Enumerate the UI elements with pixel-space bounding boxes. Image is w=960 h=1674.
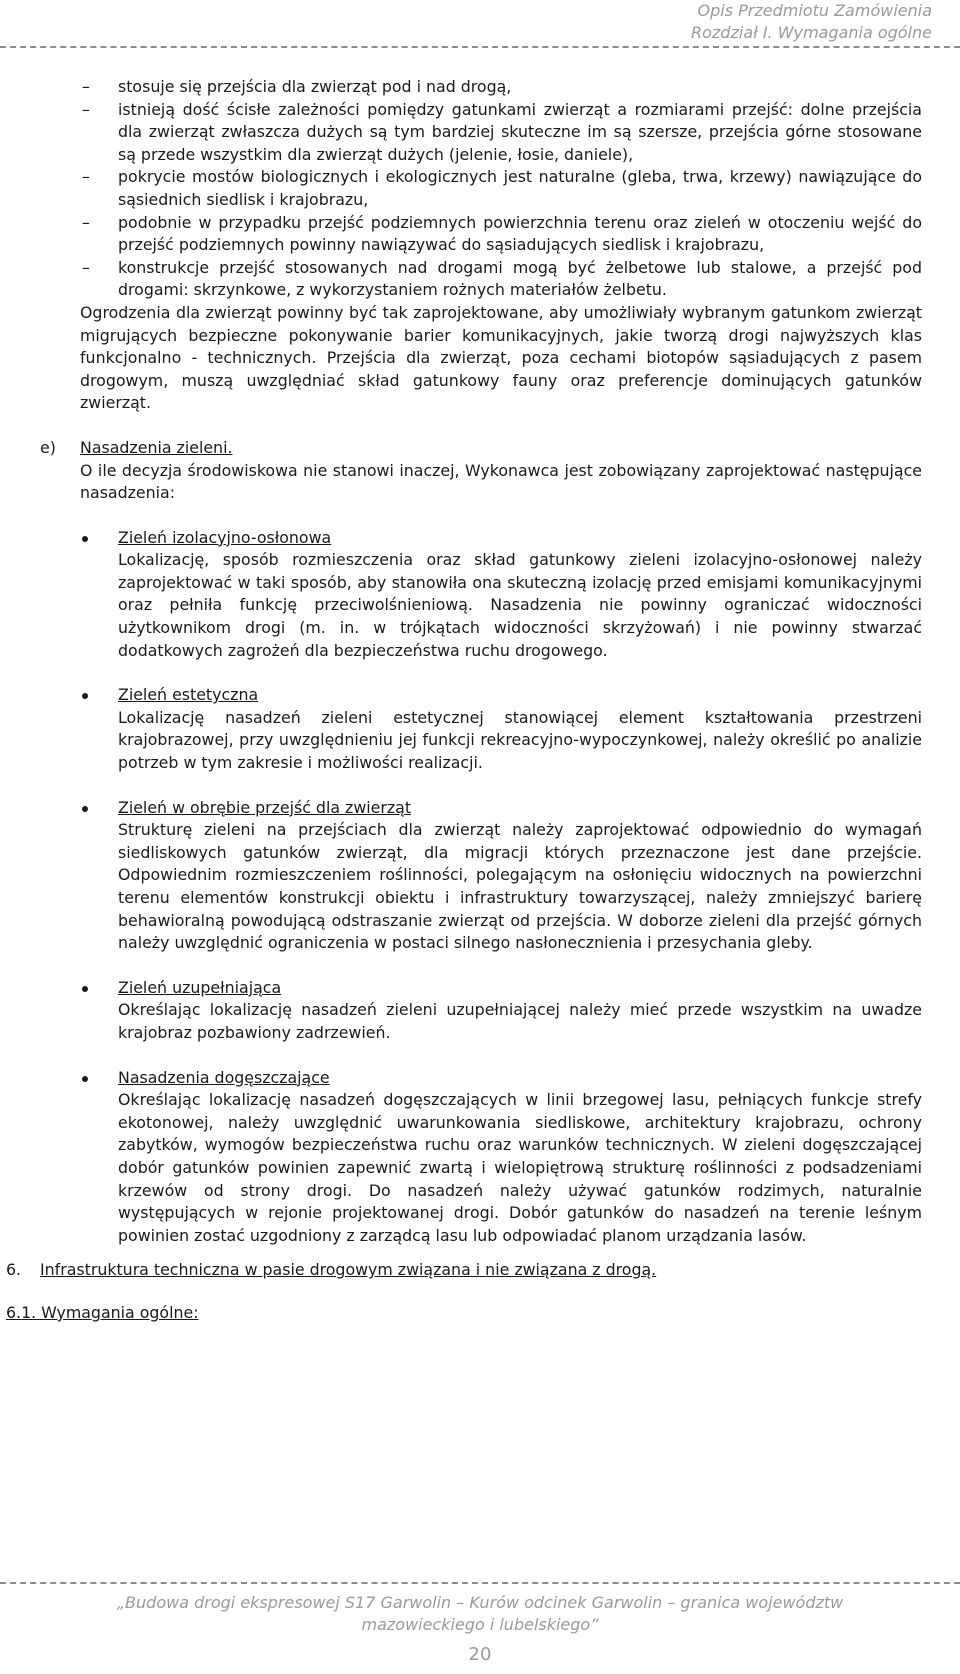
footer-project-line1: „Budowa drogi ekspresowej S17 Garwolin – Kurów odcinek Garwolin – granica województw bbox=[116, 1593, 844, 1612]
list-item bbox=[0, 99, 960, 167]
planting-text: Określając lokalizację nasadzeń dogęszczających w linii brzegowej lasu, pełniących funkcje strefy ekotonowej, należy uwzględnić uwarunkowania siedliskowe, architektury krajobrazu, ochrony zabytków, wymogów bezpieczeństwa ruchu oraz warunków technicznych. W zieleni dogęszczającej dobór gatunków powinien zapewnić zwartą i wielopiętrową strukturę roślinności z podsadzeniami krzewów od strony drogi. Do nasadzeń należy używać gatunków rodzimych, naturalnie występujących w rejonie projektowanej drogi. Dobór gatunków do nasadzeń na terenie leśnym powinien zostać uzgodniony z zarządcą lasu lub odpowiadać planom urządzania lasów. bbox=[118, 1090, 922, 1245]
planting-title: Zieleń izolacyjno-osłonowa bbox=[118, 527, 332, 547]
document-body bbox=[0, 76, 960, 1325]
list-item-text: konstrukcje przejść stosowanych nad drogami mogą być żelbetowe lub stalowe, a przejść pod drogami: skrzynkowe, z wykorzystaniem rożnych materiałów żelbetu. bbox=[118, 257, 922, 300]
list-item-text: istnieją dość ścisłe zależności pomiędzy gatunkami zwierząt a rozmiarami przejść: dolne przejścia dla zwierząt zwłaszcza dużych są tym bardziej skuteczne im są szersze, przejścia górne stosowane są przede wszystkim dla zwierząt dużych (jelenie, łosie, daniele), bbox=[118, 99, 922, 164]
dash-bullet: – bbox=[82, 77, 90, 96]
list-item bbox=[0, 212, 960, 257]
footer-project-line2: mazowieckiego i lubelskiego” bbox=[361, 1615, 599, 1634]
planting-item bbox=[0, 1067, 960, 1248]
bullet-dot bbox=[82, 986, 88, 992]
dash-bullet: – bbox=[82, 257, 90, 277]
planting-text: Strukturę zieleni na przejściach dla zwierząt należy zaprojektować odpowiednio do wymagań siedliskowych gatunków zwierząt, dla migracji których przeznaczone jest dane przejście. Odpowiednim rozmieszczeniem roślinności, polegającym na osłonięciu widocznych na powierzchni terenu elementów konstrukcji obiektu i infrastruktury towarzyszącej, należy zmniejszyć barierę behawioralną powodującą odstraszanie zwierząt od przejścia. W doborze zieleni dla przejść górnych należy uwzględnić ograniczenia w postaci silnego nasłonecznienia i przesychania gleby. bbox=[118, 820, 922, 953]
header-divider bbox=[0, 46, 960, 48]
fence-paragraph: Ogrodzenia dla zwierząt powinny być tak zaprojektowane, aby umożliwiały wybranym gatunkom zwierząt migrujących bezpieczne pokonywanie barier komunikacyjnych, jakie tworzą drogi najwyższych klas funkcjonalno - technicznych. Przejścia dla zwierząt, poza cechami biotopów sąsiadujących z pasem drogowym, muszą uwzględniać skład gatunkowy fauny oraz preferencje dominujących gatunków zwierząt. bbox=[80, 302, 922, 413]
list-item bbox=[0, 76, 960, 99]
section-e bbox=[0, 437, 960, 505]
bullet-dot bbox=[82, 1076, 88, 1082]
dash-bullet: – bbox=[82, 167, 90, 187]
planting-item bbox=[0, 684, 960, 774]
list-item-text: stosuje się przejścia dla zwierząt pod i nad drogą, bbox=[118, 77, 512, 96]
planting-item bbox=[0, 797, 960, 955]
planting-title: Zieleń uzupełniająca bbox=[118, 977, 282, 997]
planting-text: Lokalizację nasadzeń zieleni estetycznej stanowiącej element kształtowania przestrzeni krajobrazowej, przy uwzględnieniu jej funkcji rekreacyjno-wypoczynkowej, należy określić po analizie potrzeb w tym zakresie i możliwości realizacji. bbox=[118, 707, 922, 773]
planting-item bbox=[0, 977, 960, 1045]
list-item bbox=[0, 257, 960, 302]
section-6-heading bbox=[0, 1259, 960, 1282]
section-6-1-heading: 6.1. Wymagania ogólne: bbox=[6, 1302, 199, 1322]
page-number: 20 bbox=[468, 1644, 492, 1665]
dash-bullet: – bbox=[82, 99, 90, 119]
page-header bbox=[691, 0, 932, 44]
list-item-text: podobnie w przypadku przejść podziemnych powierzchnia terenu oraz zieleń w otoczeniu wejść do przejść podziemnych powinny nawiązywać do sąsiadujących siedlisk i krajobrazu, bbox=[118, 212, 922, 255]
planting-text: Określając lokalizację nasadzeń zieleni uzupełniającej należy mieć przede wszystkim na uwadze krajobraz pozbawiony zadrzewień. bbox=[118, 1000, 922, 1042]
crossing-rules-list bbox=[0, 76, 960, 302]
planting-title: Zieleń estetyczna bbox=[118, 685, 259, 705]
header-chapter: Rozdział I. Wymagania ogólne bbox=[691, 23, 932, 42]
planting-item bbox=[0, 527, 960, 663]
section-e-title: Nasadzenia zieleni. bbox=[80, 437, 233, 457]
header-doc-title: Opis Przedmiotu Zamówienia bbox=[697, 1, 932, 20]
bullet-dot bbox=[82, 536, 88, 542]
bullet-dot bbox=[82, 806, 88, 812]
dash-bullet: – bbox=[82, 212, 90, 232]
planting-text: Lokalizację, sposób rozmieszczenia oraz skład gatunkowy zieleni izolacyjno-osłonowej należy zaprojektować w taki sposób, aby stanowiła ona skuteczną izolację przed emisjami komunikacyjnymi oraz pełniła funkcję przeciwolśnieniową. Nasadzenia nie powinny ograniczać widoczności użytkownikom drogi (m. in. w trójkątach widoczności skrzyżowań) i nie powinny stwarzać dodatkowych zagrożeń dla bezpieczeństwa ruchu drogowego. bbox=[118, 550, 922, 660]
bullet-dot bbox=[82, 693, 88, 699]
list-item-text: pokrycie mostów biologicznych i ekologicznych jest naturalne (gleba, trwa, krzewy) nawiązujące do sąsiednich siedlisk i krajobrazu, bbox=[118, 167, 922, 209]
list-item bbox=[0, 166, 960, 211]
section-6-number: 6. bbox=[6, 1260, 22, 1280]
planting-title: Nasadzenia dogęszczające bbox=[118, 1067, 330, 1087]
page-footer bbox=[0, 1592, 960, 1636]
section-e-marker: e) bbox=[40, 437, 56, 457]
section-e-intro: O ile decyzja środowiskowa nie stanowi inaczej, Wykonawca jest zobowiązany zaprojektować następujące nasadzenia: bbox=[80, 460, 922, 503]
section-6-title: Infrastruktura techniczna w pasie drogowym związana i nie związana z drogą. bbox=[40, 1260, 657, 1280]
planting-title: Zieleń w obrębie przejść dla zwierząt bbox=[118, 797, 412, 817]
footer-divider bbox=[0, 1582, 960, 1584]
